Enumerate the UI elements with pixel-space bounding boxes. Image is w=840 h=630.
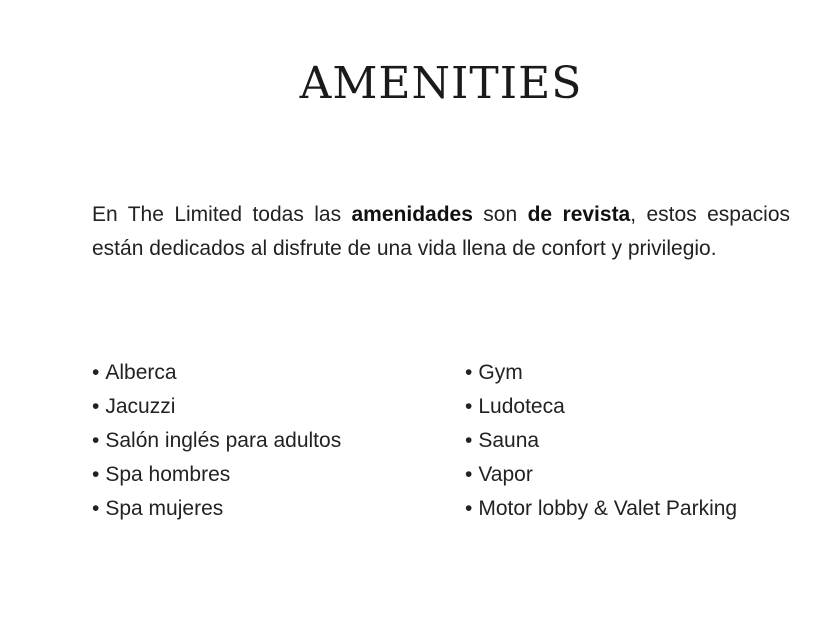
list-item [465, 356, 737, 390]
amenity-label: Gym [478, 361, 523, 384]
list-item [465, 492, 737, 526]
list-item [92, 492, 341, 526]
amenity-label: Salón inglés para adultos [105, 429, 342, 452]
amenity-label: Ludoteca [478, 395, 565, 418]
intro-paragraph [92, 198, 790, 266]
bullet-icon: • [92, 463, 100, 486]
list-item [465, 458, 737, 492]
bullet-icon: • [92, 497, 100, 520]
amenity-label: Alberca [105, 361, 177, 384]
bullet-icon: • [465, 395, 473, 418]
bullet-icon: • [465, 463, 473, 486]
amenity-label: Sauna [478, 429, 540, 452]
amenities-list-left [92, 356, 341, 526]
amenity-label: Vapor [478, 463, 533, 486]
list-item [465, 390, 737, 424]
amenity-label: Spa mujeres [105, 497, 224, 520]
amenity-label: Spa hombres [105, 463, 231, 486]
intro-text-1: En The Limited todas las [92, 203, 352, 226]
bullet-icon: • [465, 429, 473, 452]
bullet-icon: • [92, 361, 100, 384]
list-item [92, 458, 341, 492]
list-item [92, 356, 341, 390]
intro-text-2: son [472, 203, 528, 226]
amenity-label: Motor lobby & Valet Parking [478, 497, 738, 520]
intro-bold-de-revista: de revista [527, 203, 631, 226]
intro-bold-amenidades: amenidades [351, 203, 473, 226]
page-title: AMENITIES [299, 58, 583, 109]
bullet-icon: • [465, 497, 473, 520]
bullet-icon: • [92, 429, 100, 452]
list-item [92, 424, 341, 458]
list-item [92, 390, 341, 424]
bullet-icon: • [465, 361, 473, 384]
amenity-label: Jacuzzi [105, 395, 176, 418]
amenities-list-right [465, 356, 737, 526]
bullet-icon: • [92, 395, 100, 418]
intro-text-3: , estos espacios están dedicados al disfrute de una vida llena de confort y privilegio. [92, 203, 790, 260]
list-item [465, 424, 737, 458]
